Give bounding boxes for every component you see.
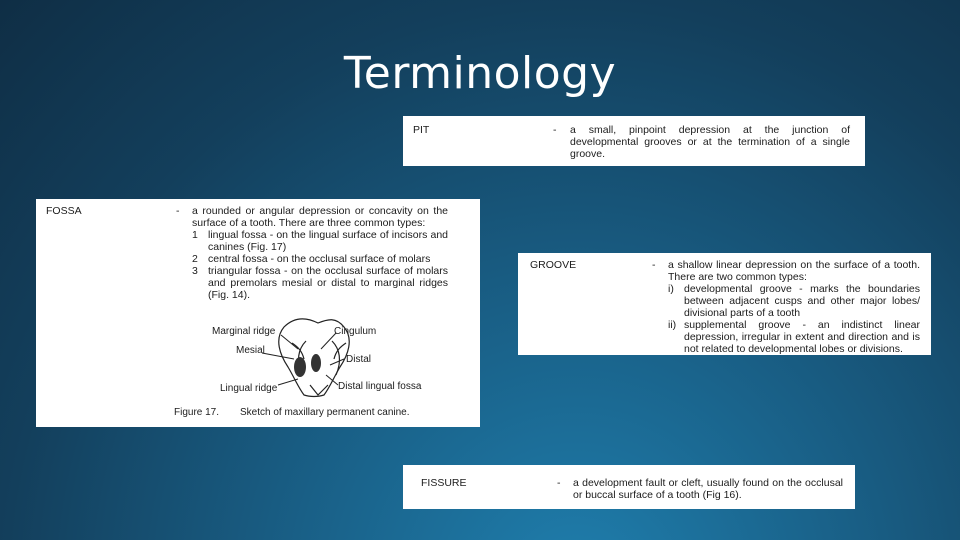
fossa-term: FOSSA xyxy=(46,205,82,217)
fissure-term: FISSURE xyxy=(421,477,467,489)
groove-definition: a shallow linear depression on the surface of a tooth. There are two common types: xyxy=(668,259,920,283)
fossa-definition: a rounded or angular depression or concavity on the surface of a tooth. There are three common types: xyxy=(192,205,448,229)
groove-type-number: i) xyxy=(668,283,674,295)
groove-dash: - xyxy=(652,259,656,271)
fossa-type-number: 3 xyxy=(192,265,198,277)
pit-term: PIT xyxy=(413,124,430,136)
groove-type-text: supplemental groove - an indistinct linear depression, irregular in extent and direction and is not related to developmental lobes or divisions. xyxy=(684,319,920,355)
fissure-definition-card xyxy=(403,465,855,509)
groove-type-number: ii) xyxy=(668,319,677,331)
fossa-type-text: lingual fossa - on the lingual surface of incisors and canines (Fig. 17) xyxy=(208,229,448,253)
fossa-type-text: central fossa - on the occlusal surface of molars xyxy=(208,253,431,265)
pit-definition: a small, pinpoint depression at the junction of developmental grooves or at the termination of a single groove. xyxy=(570,124,850,160)
pit-definition-card xyxy=(403,116,865,166)
fossa-type-number: 1 xyxy=(192,229,198,241)
fossa-definition-card xyxy=(36,199,480,427)
figure-label-distal-lingual-fossa: Distal lingual fossa xyxy=(338,381,422,392)
figure-caption-number: Figure 17. xyxy=(174,407,220,418)
groove-type-text: developmental groove - marks the boundaries between adjacent cusps and other major lobes/ divisional parts of a tooth xyxy=(684,283,920,319)
fossa-dash: - xyxy=(176,205,180,217)
groove-definition-block xyxy=(668,259,920,355)
figure-label-distal: Distal xyxy=(346,354,372,365)
figure-label-mesial: Mesial xyxy=(236,345,265,356)
figure-caption-text: Sketch of maxillary permanent canine. xyxy=(240,407,410,418)
figure-label-marginal-ridge: Marginal ridge xyxy=(212,326,276,337)
groove-type-item xyxy=(668,283,920,319)
fossa-type-number: 2 xyxy=(192,253,198,265)
groove-type-item xyxy=(668,319,920,355)
pit-dash: - xyxy=(553,124,557,136)
groove-definition-card xyxy=(518,253,931,355)
groove-term: GROOVE xyxy=(530,259,577,271)
figure-label-cingulum: Cingulum xyxy=(334,326,377,337)
fossa-type-text: triangular fossa - on the occlusal surface of molars and premolars mesial or distal to marginal ridges (Fig. 14). xyxy=(208,265,448,301)
slide-title: Terminology xyxy=(343,48,617,99)
fissure-dash: - xyxy=(557,477,561,489)
figure-label-lingual-ridge: Lingual ridge xyxy=(220,383,278,394)
fissure-definition: a development fault or cleft, usually found on the occlusal or buccal surface of a tooth (Fig 16). xyxy=(573,477,843,501)
